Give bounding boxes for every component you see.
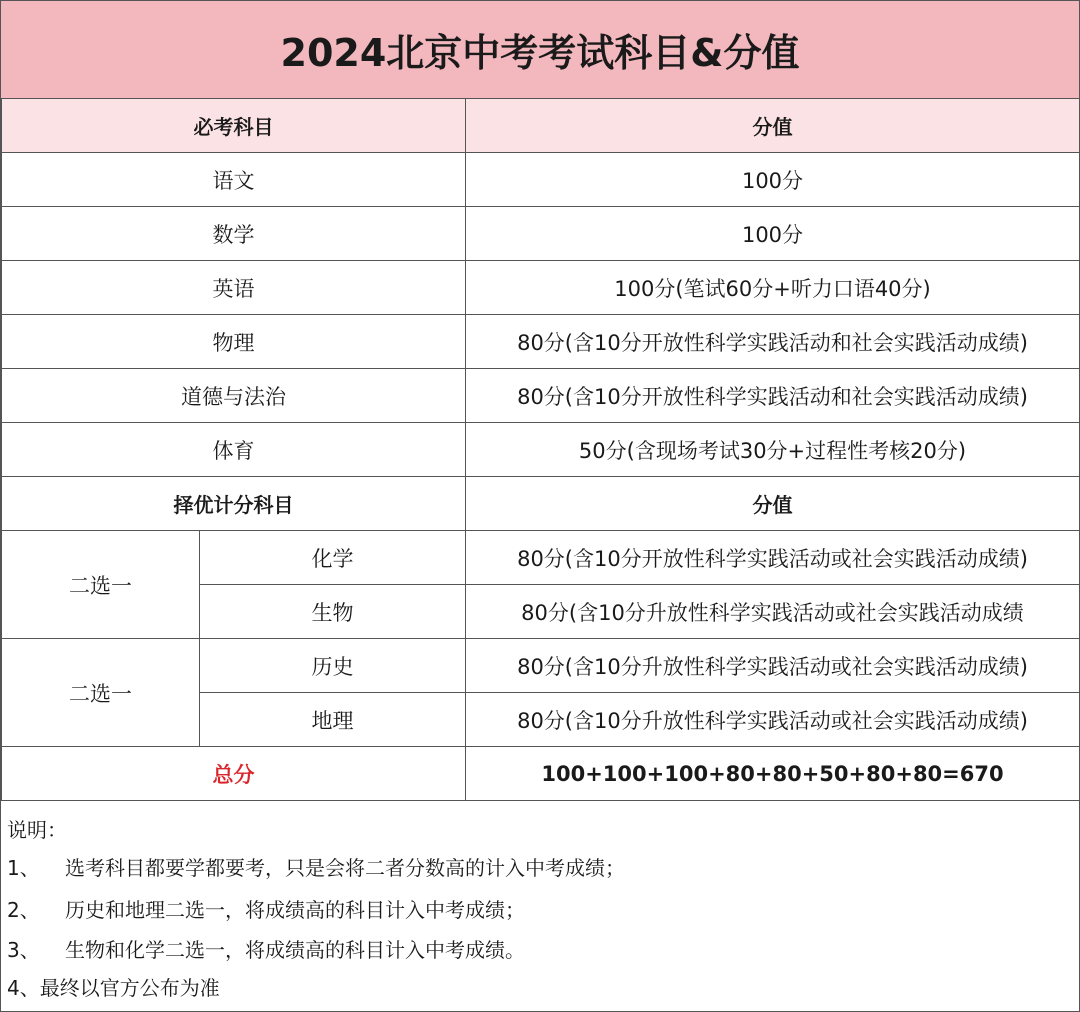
subject-cell: 英语 xyxy=(2,261,466,315)
total-row xyxy=(2,747,1080,801)
table-row xyxy=(2,315,1080,369)
score-cell: 100分 xyxy=(466,207,1080,261)
elective-score-header: 分值 xyxy=(466,477,1080,531)
score-cell: 80分(含10分升放性科学实践活动或社会实践活动成绩 xyxy=(466,585,1080,639)
table-row xyxy=(2,531,1080,585)
score-cell: 80分(含10分升放性科学实践活动或社会实践活动成绩) xyxy=(466,693,1080,747)
table-row xyxy=(2,207,1080,261)
table-row xyxy=(2,153,1080,207)
total-label: 总分 xyxy=(2,747,466,801)
subject-cell: 化学 xyxy=(200,531,466,585)
score-cell: 50分(含现场考试30分+过程性考核20分) xyxy=(466,423,1080,477)
score-cell: 80分(含10分开放性科学实践活动和社会实践活动成绩) xyxy=(466,315,1080,369)
required-score-header: 分值 xyxy=(466,99,1080,153)
note-text: 历史和地理二选一，将成绩高的科目计入中考成绩； xyxy=(65,898,525,922)
required-header-row xyxy=(2,99,1080,153)
note-item xyxy=(7,852,625,881)
score-cell: 80分(含10分开放性科学实践活动或社会实践活动成绩) xyxy=(466,531,1080,585)
note-number: 1、 xyxy=(7,856,40,880)
table-row xyxy=(2,261,1080,315)
table-row xyxy=(2,369,1080,423)
score-cell: 80分(含10分升放性科学实践活动或社会实践活动成绩) xyxy=(466,639,1080,693)
elective-header-row xyxy=(2,477,1080,531)
subject-cell: 生物 xyxy=(200,585,466,639)
subject-cell: 语文 xyxy=(2,153,466,207)
score-table xyxy=(1,98,1080,801)
note-number: 3、 xyxy=(7,938,40,962)
notes-section xyxy=(1,800,1079,1011)
choice-group-label: 二选一 xyxy=(2,531,200,639)
subject-cell: 历史 xyxy=(200,639,466,693)
note-item xyxy=(7,934,525,963)
score-cell: 100分(笔试60分+听力口语40分) xyxy=(466,261,1080,315)
note-number: 2、 xyxy=(7,898,40,922)
note-item xyxy=(7,972,220,1001)
page-title: 2024北京中考考试科目&分值 xyxy=(1,1,1079,99)
subject-cell: 地理 xyxy=(200,693,466,747)
subject-cell: 物理 xyxy=(2,315,466,369)
score-cell: 80分(含10分开放性科学实践活动和社会实践活动成绩) xyxy=(466,369,1080,423)
note-item xyxy=(7,894,525,923)
note-text: 最终以官方公布为准 xyxy=(39,976,220,1000)
subject-cell: 数学 xyxy=(2,207,466,261)
note-text: 选考科目都要学都要考，只是会将二者分数高的计入中考成绩； xyxy=(65,856,625,880)
note-text: 生物和化学二选一，将成绩高的科目计入中考成绩。 xyxy=(65,938,525,962)
subject-cell: 体育 xyxy=(2,423,466,477)
choice-group-label: 二选一 xyxy=(2,639,200,747)
subject-cell: 道德与法治 xyxy=(2,369,466,423)
required-subject-header: 必考科目 xyxy=(2,99,466,153)
notes-heading: 说明： xyxy=(7,818,67,842)
note-number: 4、 xyxy=(7,976,40,1000)
table-row xyxy=(2,423,1080,477)
table-row xyxy=(2,639,1080,693)
total-value: 100+100+100+80+80+50+80+80=670 xyxy=(466,747,1080,801)
elective-subject-header: 择优计分科目 xyxy=(2,477,466,531)
score-cell: 100分 xyxy=(466,153,1080,207)
